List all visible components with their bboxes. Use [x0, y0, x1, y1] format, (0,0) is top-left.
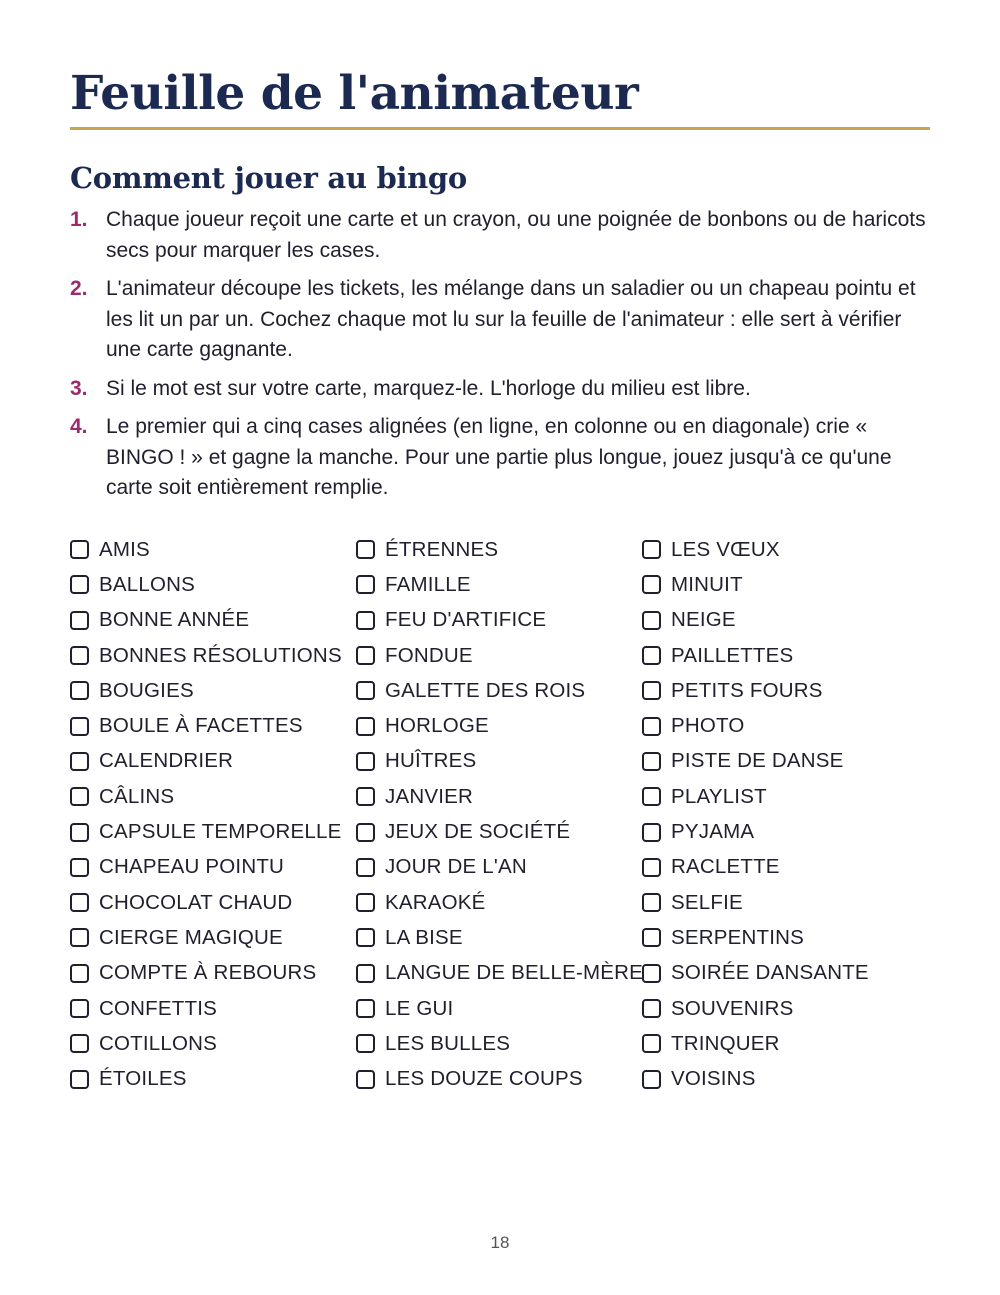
step-text: Le premier qui a cinq cases alignées (en ligne, en colonne ou en diagonale) crie « BINGO ! » et gagne la manche. Pour une partie plus longue, jouez jusqu'à ce qu'une carte soit entièrement remplie. [106, 415, 892, 499]
word-item[interactable] [356, 603, 643, 638]
word-label: PYJAMA [671, 820, 755, 844]
checkbox[interactable] [356, 681, 375, 700]
page-number: 18 [490, 1233, 510, 1252]
checkbox[interactable] [356, 717, 375, 736]
checkbox[interactable] [70, 752, 89, 771]
checkbox[interactable] [642, 611, 661, 630]
step-number: 2. [70, 277, 88, 300]
word-item[interactable] [642, 1061, 869, 1096]
word-label: CHAPEAU POINTU [99, 855, 285, 879]
title-divider [70, 127, 930, 130]
word-label: ÉTOILES [99, 1067, 187, 1091]
checkbox[interactable] [356, 823, 375, 842]
checkbox[interactable] [356, 787, 375, 806]
checkbox[interactable] [70, 823, 89, 842]
word-label: AMIS [99, 537, 150, 561]
checkbox[interactable] [642, 646, 661, 665]
word-label: JEUX DE SOCIÉTÉ [385, 820, 571, 844]
checkbox[interactable] [642, 787, 661, 806]
checkbox[interactable] [356, 893, 375, 912]
word-label: BOUGIES [99, 678, 194, 702]
word-label: CALENDRIER [99, 749, 234, 773]
word-item[interactable] [70, 603, 342, 638]
checkbox[interactable] [70, 575, 89, 594]
checkbox[interactable] [642, 540, 661, 559]
word-label: VOISINS [671, 1067, 756, 1091]
word-label: BOULE À FACETTES [99, 714, 303, 738]
word-item[interactable] [356, 885, 643, 920]
word-label: SELFIE [671, 890, 743, 914]
checkbox[interactable] [70, 646, 89, 665]
word-item[interactable] [70, 850, 342, 885]
word-item[interactable] [642, 1026, 869, 1061]
word-item[interactable] [642, 708, 869, 743]
word-item[interactable] [70, 673, 342, 708]
word-label: GALETTE DES ROIS [385, 678, 586, 702]
word-item[interactable] [356, 673, 643, 708]
checkbox[interactable] [356, 611, 375, 630]
checkbox[interactable] [70, 611, 89, 630]
word-label: JANVIER [385, 784, 473, 808]
word-label: BALLONS [99, 572, 195, 596]
word-label: PHOTO [671, 714, 745, 738]
word-label: LE GUI [385, 996, 454, 1020]
word-item[interactable] [70, 779, 342, 814]
word-item[interactable] [70, 638, 342, 673]
checkbox[interactable] [356, 646, 375, 665]
checkbox[interactable] [70, 681, 89, 700]
word-item[interactable] [356, 779, 643, 814]
word-label: BONNE ANNÉE [99, 608, 250, 632]
checkbox[interactable] [642, 575, 661, 594]
word-item[interactable] [642, 885, 869, 920]
word-label: SERPENTINS [671, 925, 804, 949]
word-label: JOUR DE L'AN [385, 855, 527, 879]
word-label: FEU D'ARTIFICE [385, 608, 547, 632]
step-text: Si le mot est sur votre carte, marquez-le. L'horloge du milieu est libre. [106, 376, 751, 400]
word-item[interactable] [642, 532, 869, 567]
word-label: ÉTRENNES [385, 537, 499, 561]
step-number: 1. [70, 208, 88, 231]
word-label: PETITS FOURS [671, 678, 823, 702]
word-label: PAILLETTES [671, 643, 794, 667]
word-label: LES DOUZE COUPS [385, 1067, 583, 1091]
word-item[interactable] [356, 814, 643, 849]
word-label: LA BISE [385, 925, 463, 949]
checkbox[interactable] [642, 999, 661, 1018]
word-column-3 [642, 532, 869, 1097]
step-number: 3. [70, 376, 88, 400]
word-label: RACLETTE [671, 855, 780, 879]
word-label: HORLOGE [385, 714, 489, 738]
word-label: BONNES RÉSOLUTIONS [99, 643, 342, 667]
checkbox[interactable] [356, 575, 375, 594]
checkbox[interactable] [70, 999, 89, 1018]
checkbox[interactable] [642, 858, 661, 877]
checkbox[interactable] [642, 928, 661, 947]
word-item[interactable] [356, 638, 643, 673]
checkbox[interactable] [70, 717, 89, 736]
checkbox[interactable] [642, 823, 661, 842]
word-item[interactable] [356, 991, 643, 1026]
word-item[interactable] [356, 850, 643, 885]
word-item[interactable] [70, 708, 342, 743]
checkbox[interactable] [642, 717, 661, 736]
word-item[interactable] [70, 744, 342, 779]
checkbox[interactable] [70, 964, 89, 983]
instructions-list [70, 205, 932, 512]
word-item[interactable] [642, 744, 869, 779]
checkbox[interactable] [70, 1034, 89, 1053]
word-item[interactable] [642, 673, 869, 708]
word-label: HUÎTRES [385, 749, 477, 773]
checkbox[interactable] [642, 1034, 661, 1053]
checkbox[interactable] [642, 964, 661, 983]
checkbox[interactable] [70, 928, 89, 947]
word-item[interactable] [70, 991, 342, 1026]
word-item[interactable] [356, 1061, 643, 1096]
instruction-step [70, 274, 932, 366]
checkbox[interactable] [356, 858, 375, 877]
word-item[interactable] [70, 956, 342, 991]
word-column-1 [70, 532, 342, 1097]
word-label: NEIGE [671, 608, 736, 632]
step-text: Chaque joueur reçoit une carte et un crayon, ou une poignée de bonbons ou de haricots secs pour marquer les cases. [106, 208, 926, 262]
word-column-2 [356, 532, 643, 1097]
word-label: LES BULLES [385, 1031, 511, 1055]
word-item[interactable] [642, 991, 869, 1026]
word-label: SOIRÉE DANSANTE [671, 961, 869, 985]
checkbox[interactable] [70, 893, 89, 912]
word-label: MINUIT [671, 572, 743, 596]
word-item[interactable] [356, 1026, 643, 1061]
word-label: CONFETTIS [99, 996, 217, 1020]
word-item[interactable] [356, 920, 643, 955]
word-item[interactable] [642, 814, 869, 849]
word-label: KARAOKÉ [385, 890, 486, 914]
checkbox[interactable] [642, 681, 661, 700]
word-item[interactable] [642, 567, 869, 602]
word-item[interactable] [642, 603, 869, 638]
step-text: L'animateur découpe les tickets, les mélange dans un saladier ou un chapeau pointu et les lit un par un. Cochez chaque mot lu sur la feuille de l'animateur : elle sert à vérifier une carte gagnante. [106, 277, 916, 361]
word-label: PISTE DE DANSE [671, 749, 844, 773]
word-item[interactable] [70, 920, 342, 955]
instruction-step [70, 412, 932, 504]
word-label: PLAYLIST [671, 784, 767, 808]
word-item[interactable] [642, 779, 869, 814]
checkbox[interactable] [642, 752, 661, 771]
word-item[interactable] [356, 567, 643, 602]
word-label: FONDUE [385, 643, 473, 667]
checkbox[interactable] [642, 1070, 661, 1089]
checkbox[interactable] [356, 1070, 375, 1089]
word-item[interactable] [70, 814, 342, 849]
instruction-step [70, 205, 932, 266]
word-item[interactable] [642, 850, 869, 885]
word-item[interactable] [70, 1061, 342, 1096]
checkbox[interactable] [70, 540, 89, 559]
word-label: TRINQUER [671, 1031, 780, 1055]
word-item[interactable] [642, 920, 869, 955]
checkbox[interactable] [70, 858, 89, 877]
checkbox[interactable] [70, 1070, 89, 1089]
word-label: CIERGE MAGIQUE [99, 925, 283, 949]
checkbox[interactable] [356, 999, 375, 1018]
word-label: CÂLINS [99, 784, 175, 808]
word-label: LES VŒUX [671, 537, 780, 561]
step-number: 4. [70, 415, 88, 438]
checkbox[interactable] [356, 928, 375, 947]
word-label: LANGUE DE BELLE-MÈRE [385, 961, 644, 985]
word-item[interactable] [70, 567, 342, 602]
word-item[interactable] [356, 956, 643, 991]
word-label: SOUVENIRS [671, 996, 794, 1020]
page-title: Feuille de l'animateur [70, 66, 639, 121]
word-item[interactable] [70, 1026, 342, 1061]
checkbox[interactable] [356, 752, 375, 771]
word-item[interactable] [356, 744, 643, 779]
checkbox[interactable] [356, 964, 375, 983]
word-item[interactable] [642, 638, 869, 673]
word-label: CHOCOLAT CHAUD [99, 890, 293, 914]
checkbox[interactable] [356, 1034, 375, 1053]
word-item[interactable] [70, 532, 342, 567]
checkbox[interactable] [70, 787, 89, 806]
checkbox[interactable] [642, 893, 661, 912]
instructions-title: Comment jouer au bingo [70, 161, 467, 195]
checkbox[interactable] [356, 540, 375, 559]
word-label: FAMILLE [385, 572, 471, 596]
word-label: COTILLONS [99, 1031, 217, 1055]
word-item[interactable] [642, 956, 869, 991]
word-item[interactable] [356, 532, 643, 567]
word-item[interactable] [70, 885, 342, 920]
word-label: CAPSULE TEMPORELLE [99, 820, 342, 844]
instruction-step [70, 374, 932, 405]
word-item[interactable] [356, 708, 643, 743]
word-label: COMPTE À REBOURS [99, 961, 317, 985]
